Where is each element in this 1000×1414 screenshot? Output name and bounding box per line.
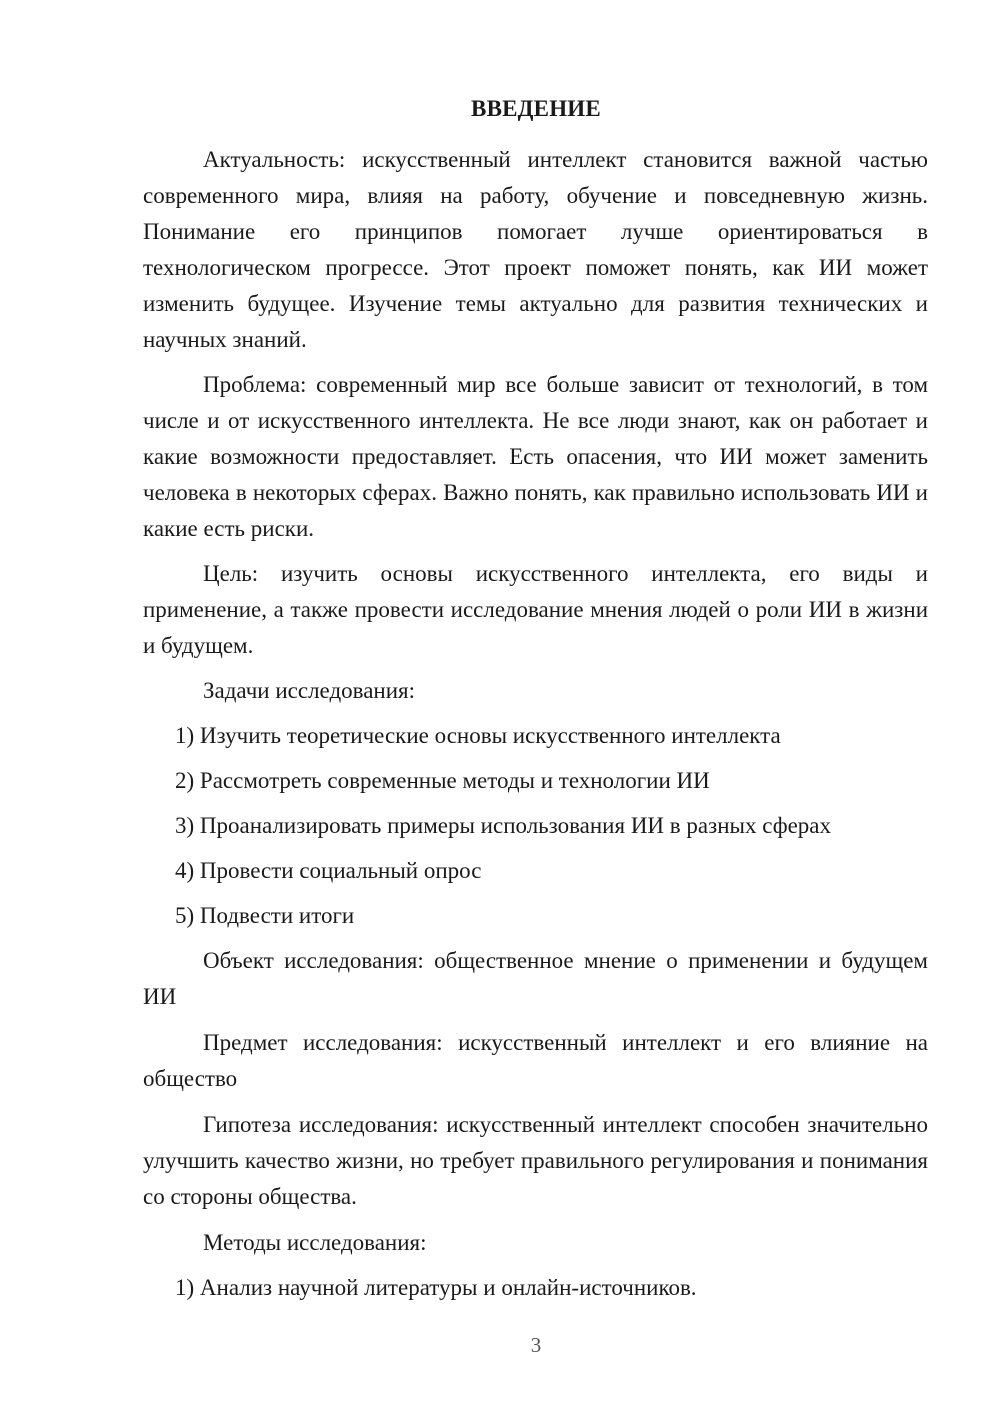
tasks-heading: Задачи исследования: [203, 678, 416, 703]
paragraph-subject: Предмет исследования: искусственный интеллект и его влияние на общество [143, 1030, 928, 1091]
paragraph-object: Объект исследования: общественное мнение о применении и будущем ИИ [143, 948, 928, 1009]
paragraph-relevance: Актуальность: искусственный интеллект становится важной частью современного мира, влияя на работу, обучение и повседневную жизнь. Понимание его принципов помогает лучше ориентироваться в технологическом прогрессе. Этот проект поможет понять, как ИИ может изменить будущее. Изучение темы актуально для развития технических и научных знаний. [143, 147, 928, 352]
task-item-2: 2) Рассмотреть современные методы и технологии ИИ [175, 768, 710, 793]
body-text [143, 142, 928, 1306]
task-item-3: 3) Проанализировать примеры использования ИИ в разных сферах [175, 813, 832, 838]
task-item-5: 5) Подвести итоги [175, 903, 355, 928]
methods-heading: Методы исследования: [203, 1230, 427, 1255]
paragraph-problem: Проблема: современный мир все больше зависит от технологий, в том числе и от искусственного интеллекта. Не все люди знают, как он работает и какие возможности предоставляет. Есть опасения, что ИИ может заменить человека в некоторых сферах. Важно понять, как правильно использовать ИИ и какие есть риски. [143, 372, 928, 541]
page-title: ВВЕДЕНИЕ [471, 96, 601, 121]
page-number: 3 [530, 1333, 542, 1357]
paragraph-goal: Цель: изучить основы искусственного интеллекта, его виды и применение, а также провести исследование мнения людей о роли ИИ в жизни и будущем. [143, 561, 928, 658]
task-item-4: 4) Провести социальный опрос [175, 858, 482, 883]
method-item-1: 1) Анализ научной литературы и онлайн-источников. [175, 1275, 697, 1300]
task-item-1: 1) Изучить теоретические основы искусственного интеллекта [175, 723, 781, 748]
paragraph-hypothesis: Гипотеза исследования: искусственный интеллект способен значительно улучшить качество жизни, но требует правильного регулирования и понимания со стороны общества. [143, 1112, 928, 1209]
